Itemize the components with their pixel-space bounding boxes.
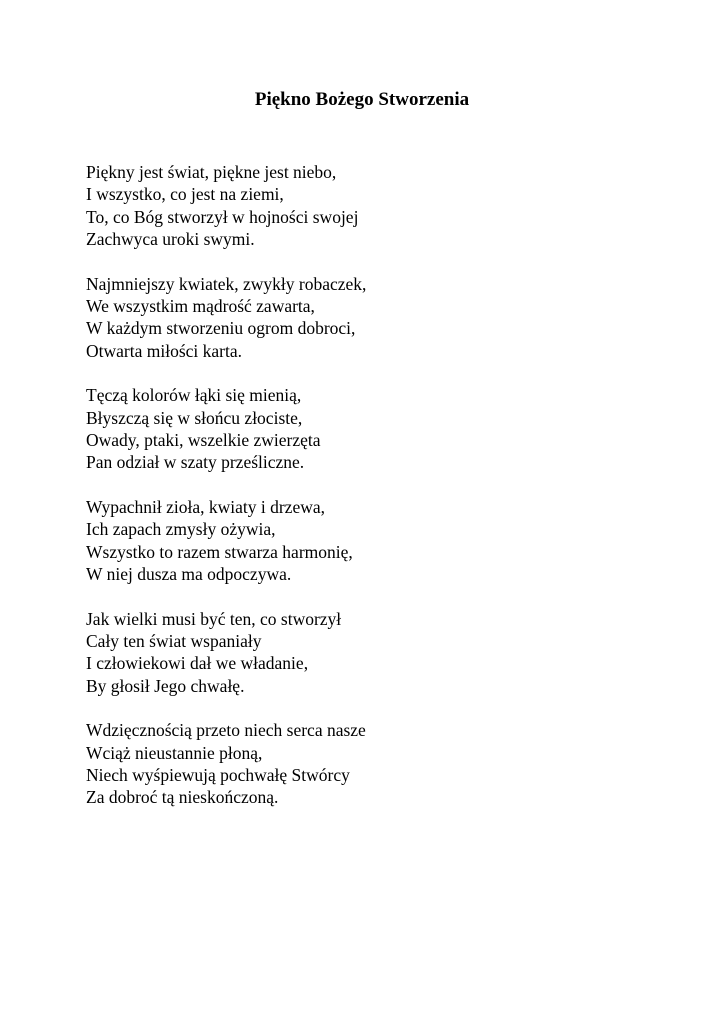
poem-title: Piękno Bożego Stworzenia (254, 89, 470, 110)
poem-line: W niej dusza ma odpoczywa. (86, 564, 292, 585)
stanza-5 (86, 608, 646, 698)
poem-line: Błyszczą się w słońcu złociste, (86, 407, 303, 428)
poem-line: Jak wielki musi być ten, co stworzył (86, 608, 342, 629)
poem-line: Najmniejszy kwiatek, zwykły robaczek, (86, 273, 367, 294)
poem-line: I wszystko, co jest na ziemi, (86, 184, 284, 205)
poem-body (86, 161, 646, 831)
poem-line: Wypachnił zioła, kwiaty i drzewa, (86, 496, 325, 517)
poem-line: Wciąż nieustannie płoną, (86, 742, 263, 763)
poem-line: Wdzięcznością przeto niech serca nasze (86, 720, 366, 741)
stanza-4 (86, 496, 646, 586)
poem-line: Ich zapach zmysły ożywia, (86, 519, 276, 540)
poem-line: I człowiekowi dał we władanie, (86, 653, 309, 674)
poem-line: Cały ten świat wspaniały (86, 630, 262, 651)
poem-line: Za dobroć tą nieskończoną. (86, 787, 279, 808)
poem-line: Wszystko to razem stwarza harmonię, (86, 541, 353, 562)
poem-line: Niech wyśpiewują pochwałę Stwórcy (86, 764, 350, 785)
poem-line: We wszystkim mądrość zawarta, (86, 296, 315, 317)
poem-line: By głosił Jego chwałę. (86, 675, 245, 696)
poem-line: Pan odział w szaty prześliczne. (86, 452, 305, 473)
stanza-6 (86, 719, 646, 809)
stanza-1 (86, 161, 646, 251)
poem-line: Zachwyca uroki swymi. (86, 229, 255, 250)
poem-line: Otwarta miłości karta. (86, 340, 242, 361)
poem-line: W każdym stworzeniu ogrom dobroci, (86, 318, 356, 339)
poem-line: Tęczą kolorów łąki się mienią, (86, 385, 302, 406)
poem-line: To, co Bóg stworzył w hojności swojej (86, 206, 359, 227)
stanza-3 (86, 384, 646, 474)
poem-line: Piękny jest świat, piękne jest niebo, (86, 162, 337, 182)
poem-line: Owady, ptaki, wszelkie zwierzęta (86, 430, 321, 451)
stanza-2 (86, 273, 646, 363)
